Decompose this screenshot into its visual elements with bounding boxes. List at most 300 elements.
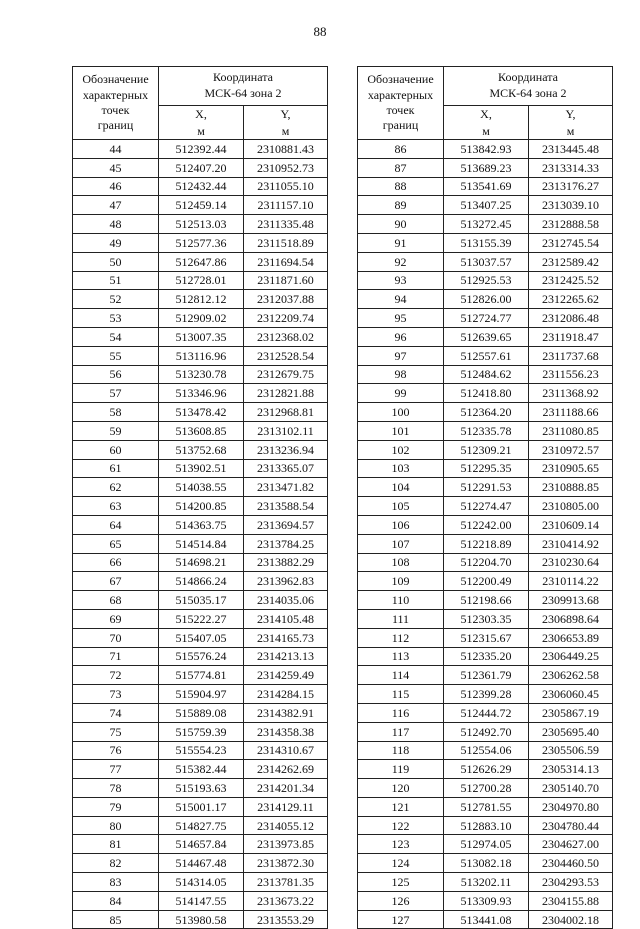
y-coordinate-cell: 2312368.02 — [244, 327, 328, 346]
point-number-cell: 47 — [73, 196, 159, 215]
y-coordinate-cell: 2305314.13 — [529, 760, 613, 779]
y-coordinate-cell: 2305506.59 — [529, 741, 613, 760]
x-coordinate-cell: 513752.68 — [159, 440, 244, 459]
x-coordinate-cell: 512554.06 — [444, 741, 529, 760]
table-row — [73, 816, 328, 835]
x-coordinate-cell: 512399.28 — [444, 685, 529, 704]
y-coordinate-cell: 2312968.81 — [244, 403, 328, 422]
point-number-cell: 122 — [358, 816, 444, 835]
table-row — [73, 440, 328, 459]
table-row — [358, 327, 613, 346]
x-coordinate-cell: 512364.20 — [444, 403, 529, 422]
point-number-cell: 70 — [73, 628, 159, 647]
coordinate-header: Координата МСК-64 зона 2 — [444, 67, 613, 106]
x-coordinate-cell: 512557.61 — [444, 346, 529, 365]
x-coordinate-cell: 512909.02 — [159, 309, 244, 328]
point-number-cell: 63 — [73, 497, 159, 516]
y-coordinate-cell: 2310972.57 — [529, 440, 613, 459]
point-number-cell: 97 — [358, 346, 444, 365]
table-row — [358, 497, 613, 516]
table-row — [73, 591, 328, 610]
x-coordinate-cell: 512513.03 — [159, 215, 244, 234]
y-coordinate-cell: 2313176.27 — [529, 177, 613, 196]
x-coordinate-cell: 512432.44 — [159, 177, 244, 196]
point-number-cell: 120 — [358, 779, 444, 798]
y-coordinate-cell: 2304293.53 — [529, 873, 613, 892]
point-number-cell: 61 — [73, 459, 159, 478]
table-row — [73, 534, 328, 553]
y-coordinate-cell: 2313102.11 — [244, 421, 328, 440]
table-row — [73, 252, 328, 271]
y-coordinate-cell: 2311335.48 — [244, 215, 328, 234]
y-coordinate-cell: 2310805.00 — [529, 497, 613, 516]
table-row — [73, 647, 328, 666]
y-coordinate-cell: 2311871.60 — [244, 271, 328, 290]
x-coordinate-cell: 515904.97 — [159, 685, 244, 704]
y-coordinate-cell: 2311518.89 — [244, 233, 328, 252]
x-coordinate-cell: 513608.85 — [159, 421, 244, 440]
point-number-cell: 95 — [358, 309, 444, 328]
table-row — [73, 553, 328, 572]
y-coordinate-cell: 2311694.54 — [244, 252, 328, 271]
y-coordinate-cell: 2310230.64 — [529, 553, 613, 572]
table-row — [73, 854, 328, 873]
y-coordinate-cell: 2314262.69 — [244, 760, 328, 779]
x-coordinate-cell: 515001.17 — [159, 797, 244, 816]
y-coordinate-cell: 2313784.25 — [244, 534, 328, 553]
y-coordinate-cell: 2312265.62 — [529, 290, 613, 309]
table-row — [358, 910, 613, 929]
point-number-cell: 52 — [73, 290, 159, 309]
y-coordinate-cell: 2310952.73 — [244, 158, 328, 177]
table-row — [73, 421, 328, 440]
point-number-cell: 71 — [73, 647, 159, 666]
x-coordinate-cell: 514363.75 — [159, 515, 244, 534]
x-coordinate-cell: 514147.55 — [159, 891, 244, 910]
x-coordinate-cell: 512418.80 — [444, 384, 529, 403]
y-coordinate-cell: 2311918.47 — [529, 327, 613, 346]
table-row — [73, 403, 328, 422]
point-number-cell: 81 — [73, 835, 159, 854]
y-coordinate-cell: 2313553.29 — [244, 910, 328, 929]
x-coordinate-cell: 512492.70 — [444, 722, 529, 741]
table-row — [73, 140, 328, 159]
y-coordinate-cell: 2314213.13 — [244, 647, 328, 666]
y-coordinate-cell: 2312679.75 — [244, 365, 328, 384]
table-row — [358, 797, 613, 816]
table-row — [358, 666, 613, 685]
table-row — [73, 158, 328, 177]
x-coordinate-cell: 512218.89 — [444, 534, 529, 553]
point-number-cell: 113 — [358, 647, 444, 666]
table-row — [73, 309, 328, 328]
point-number-cell: 50 — [73, 252, 159, 271]
point-number-cell: 93 — [358, 271, 444, 290]
coordinates-table-right — [357, 66, 613, 929]
table-row — [358, 760, 613, 779]
point-number-cell: 62 — [73, 478, 159, 497]
y-coordinate-cell: 2304460.50 — [529, 854, 613, 873]
x-coordinate-cell: 513346.96 — [159, 384, 244, 403]
point-number-cell: 127 — [358, 910, 444, 929]
y-coordinate-cell: 2313445.48 — [529, 140, 613, 159]
x-coordinate-cell: 512303.35 — [444, 609, 529, 628]
table-row — [73, 666, 328, 685]
point-number-cell: 84 — [73, 891, 159, 910]
y-coordinate-cell: 2311080.85 — [529, 421, 613, 440]
table-row — [358, 177, 613, 196]
point-number-cell: 49 — [73, 233, 159, 252]
y-coordinate-cell: 2313365.07 — [244, 459, 328, 478]
y-header: Y, м — [244, 106, 328, 140]
table-row — [358, 572, 613, 591]
y-coordinate-cell: 2311188.66 — [529, 403, 613, 422]
table-row — [73, 628, 328, 647]
x-coordinate-cell: 513082.18 — [444, 854, 529, 873]
point-number-cell: 55 — [73, 346, 159, 365]
x-coordinate-cell: 514314.05 — [159, 873, 244, 892]
y-coordinate-cell: 2312425.52 — [529, 271, 613, 290]
x-coordinate-cell: 512883.10 — [444, 816, 529, 835]
y-coordinate-cell: 2305695.40 — [529, 722, 613, 741]
point-number-cell: 94 — [358, 290, 444, 309]
table-row — [73, 327, 328, 346]
point-number-cell: 51 — [73, 271, 159, 290]
table-row — [73, 685, 328, 704]
table-row — [73, 910, 328, 929]
x-coordinate-cell: 512295.35 — [444, 459, 529, 478]
y-coordinate-cell: 2313882.29 — [244, 553, 328, 572]
x-coordinate-cell: 515554.23 — [159, 741, 244, 760]
point-number-cell: 96 — [358, 327, 444, 346]
x-coordinate-cell: 512392.44 — [159, 140, 244, 159]
y-coordinate-cell: 2311055.10 — [244, 177, 328, 196]
table-row — [358, 196, 613, 215]
x-coordinate-cell: 512826.00 — [444, 290, 529, 309]
x-coordinate-cell: 512700.28 — [444, 779, 529, 798]
designation-header: Обозначение характерных точек границ — [73, 67, 159, 140]
point-number-cell: 102 — [358, 440, 444, 459]
table-row — [358, 233, 613, 252]
point-number-cell: 76 — [73, 741, 159, 760]
point-number-cell: 58 — [73, 403, 159, 422]
point-number-cell: 73 — [73, 685, 159, 704]
point-number-cell: 87 — [358, 158, 444, 177]
point-number-cell: 65 — [73, 534, 159, 553]
x-coordinate-cell: 512407.20 — [159, 158, 244, 177]
x-coordinate-cell: 512361.79 — [444, 666, 529, 685]
table-row — [358, 722, 613, 741]
point-number-cell: 54 — [73, 327, 159, 346]
y-coordinate-cell: 2313039.10 — [529, 196, 613, 215]
table-row — [73, 271, 328, 290]
point-number-cell: 72 — [73, 666, 159, 685]
x-coordinate-cell: 512459.14 — [159, 196, 244, 215]
table-row — [358, 440, 613, 459]
y-coordinate-cell: 2313781.35 — [244, 873, 328, 892]
table-row — [358, 703, 613, 722]
point-number-cell: 64 — [73, 515, 159, 534]
x-coordinate-cell: 515035.17 — [159, 591, 244, 610]
coordinates-table-left — [72, 66, 328, 929]
y-coordinate-cell: 2305140.70 — [529, 779, 613, 798]
y-coordinate-cell: 2312086.48 — [529, 309, 613, 328]
x-coordinate-cell: 512626.29 — [444, 760, 529, 779]
point-number-cell: 121 — [358, 797, 444, 816]
point-number-cell: 46 — [73, 177, 159, 196]
point-number-cell: 83 — [73, 873, 159, 892]
table-row — [358, 891, 613, 910]
point-number-cell: 104 — [358, 478, 444, 497]
y-coordinate-cell: 2305867.19 — [529, 703, 613, 722]
y-coordinate-cell: 2311737.68 — [529, 346, 613, 365]
table-row — [73, 797, 328, 816]
table-row — [358, 685, 613, 704]
point-number-cell: 105 — [358, 497, 444, 516]
y-coordinate-cell: 2312209.74 — [244, 309, 328, 328]
point-number-cell: 59 — [73, 421, 159, 440]
x-coordinate-cell: 514657.84 — [159, 835, 244, 854]
x-coordinate-cell: 513037.57 — [444, 252, 529, 271]
x-coordinate-cell: 512639.65 — [444, 327, 529, 346]
y-coordinate-cell: 2311157.10 — [244, 196, 328, 215]
point-number-cell: 109 — [358, 572, 444, 591]
point-number-cell: 79 — [73, 797, 159, 816]
point-number-cell: 115 — [358, 685, 444, 704]
table-row — [358, 140, 613, 159]
x-coordinate-cell: 512781.55 — [444, 797, 529, 816]
point-number-cell: 111 — [358, 609, 444, 628]
x-coordinate-cell: 515889.08 — [159, 703, 244, 722]
x-coordinate-cell: 514514.84 — [159, 534, 244, 553]
y-coordinate-cell: 2314129.11 — [244, 797, 328, 816]
point-number-cell: 119 — [358, 760, 444, 779]
y-coordinate-cell: 2314382.91 — [244, 703, 328, 722]
y-coordinate-cell: 2314358.38 — [244, 722, 328, 741]
table-row — [73, 835, 328, 854]
point-number-cell: 126 — [358, 891, 444, 910]
table-row — [358, 816, 613, 835]
x-coordinate-cell: 513842.93 — [444, 140, 529, 159]
x-coordinate-cell: 512974.05 — [444, 835, 529, 854]
y-coordinate-cell: 2310609.14 — [529, 515, 613, 534]
x-coordinate-cell: 512728.01 — [159, 271, 244, 290]
table-body — [358, 140, 613, 929]
x-coordinate-cell: 512274.47 — [444, 497, 529, 516]
table-row — [358, 309, 613, 328]
x-coordinate-cell: 513007.35 — [159, 327, 244, 346]
x-coordinate-cell: 513116.96 — [159, 346, 244, 365]
table-row — [73, 459, 328, 478]
y-coordinate-cell: 2314259.49 — [244, 666, 328, 685]
x-coordinate-cell: 514866.24 — [159, 572, 244, 591]
y-coordinate-cell: 2304002.18 — [529, 910, 613, 929]
point-number-cell: 77 — [73, 760, 159, 779]
point-number-cell: 78 — [73, 779, 159, 798]
point-number-cell: 86 — [358, 140, 444, 159]
y-coordinate-cell: 2310114.22 — [529, 572, 613, 591]
x-coordinate-cell: 512577.36 — [159, 233, 244, 252]
point-number-cell: 114 — [358, 666, 444, 685]
point-number-cell: 124 — [358, 854, 444, 873]
table-row — [358, 854, 613, 873]
table-row — [358, 553, 613, 572]
x-coordinate-cell: 514038.55 — [159, 478, 244, 497]
x-coordinate-cell: 512812.12 — [159, 290, 244, 309]
x-coordinate-cell: 513407.25 — [444, 196, 529, 215]
x-coordinate-cell: 513202.11 — [444, 873, 529, 892]
table-row — [73, 215, 328, 234]
x-coordinate-cell: 514200.85 — [159, 497, 244, 516]
point-number-cell: 110 — [358, 591, 444, 610]
table-row — [358, 647, 613, 666]
x-header: X, м — [444, 106, 529, 140]
y-coordinate-cell: 2312037.88 — [244, 290, 328, 309]
table-row — [73, 497, 328, 516]
x-coordinate-cell: 515576.24 — [159, 647, 244, 666]
x-coordinate-cell: 515407.05 — [159, 628, 244, 647]
y-coordinate-cell: 2313314.33 — [529, 158, 613, 177]
x-coordinate-cell: 515759.39 — [159, 722, 244, 741]
x-coordinate-cell: 512200.49 — [444, 572, 529, 591]
y-coordinate-cell: 2313872.30 — [244, 854, 328, 873]
point-number-cell: 56 — [73, 365, 159, 384]
x-coordinate-cell: 512291.53 — [444, 478, 529, 497]
point-number-cell: 88 — [358, 177, 444, 196]
x-coordinate-cell: 514698.21 — [159, 553, 244, 572]
page-number: 88 — [313, 24, 327, 39]
x-coordinate-cell: 512484.62 — [444, 365, 529, 384]
point-number-cell: 89 — [358, 196, 444, 215]
point-number-cell: 45 — [73, 158, 159, 177]
table-row — [73, 873, 328, 892]
table-row — [358, 628, 613, 647]
point-number-cell: 53 — [73, 309, 159, 328]
point-number-cell: 44 — [73, 140, 159, 159]
y-coordinate-cell: 2306449.25 — [529, 647, 613, 666]
point-number-cell: 68 — [73, 591, 159, 610]
table-row — [73, 346, 328, 365]
y-coordinate-cell: 2313588.54 — [244, 497, 328, 516]
y-coordinate-cell: 2310414.92 — [529, 534, 613, 553]
y-coordinate-cell: 2310905.65 — [529, 459, 613, 478]
table-row — [358, 403, 613, 422]
table-row — [73, 572, 328, 591]
point-number-cell: 107 — [358, 534, 444, 553]
table-row — [358, 252, 613, 271]
y-coordinate-cell: 2314035.06 — [244, 591, 328, 610]
y-coordinate-cell: 2306262.58 — [529, 666, 613, 685]
y-coordinate-cell: 2313962.83 — [244, 572, 328, 591]
y-coordinate-cell: 2314201.34 — [244, 779, 328, 798]
point-number-cell: 116 — [358, 703, 444, 722]
x-coordinate-cell: 514467.48 — [159, 854, 244, 873]
y-coordinate-cell: 2310881.43 — [244, 140, 328, 159]
point-number-cell: 67 — [73, 572, 159, 591]
point-number-cell: 75 — [73, 722, 159, 741]
table-row — [358, 478, 613, 497]
table-row — [73, 760, 328, 779]
x-coordinate-cell: 515382.44 — [159, 760, 244, 779]
x-coordinate-cell: 512242.00 — [444, 515, 529, 534]
table-row — [358, 271, 613, 290]
table-row — [73, 609, 328, 628]
x-coordinate-cell: 512335.78 — [444, 421, 529, 440]
x-coordinate-cell: 515774.81 — [159, 666, 244, 685]
y-coordinate-cell: 2314105.48 — [244, 609, 328, 628]
point-number-cell: 103 — [358, 459, 444, 478]
y-coordinate-cell: 2312821.88 — [244, 384, 328, 403]
point-number-cell: 80 — [73, 816, 159, 835]
table-row — [73, 177, 328, 196]
x-coordinate-cell: 512925.53 — [444, 271, 529, 290]
table-row — [358, 365, 613, 384]
point-number-cell: 106 — [358, 515, 444, 534]
point-number-cell: 108 — [358, 553, 444, 572]
y-coordinate-cell: 2314284.15 — [244, 685, 328, 704]
table-row — [73, 703, 328, 722]
point-number-cell: 101 — [358, 421, 444, 440]
point-number-cell: 74 — [73, 703, 159, 722]
table-row — [358, 515, 613, 534]
y-coordinate-cell: 2312888.58 — [529, 215, 613, 234]
x-coordinate-cell: 512309.21 — [444, 440, 529, 459]
table-row — [358, 534, 613, 553]
x-coordinate-cell: 513441.08 — [444, 910, 529, 929]
x-coordinate-cell: 513902.51 — [159, 459, 244, 478]
table-row — [73, 722, 328, 741]
point-number-cell: 85 — [73, 910, 159, 929]
y-coordinate-cell: 2313236.94 — [244, 440, 328, 459]
table-row — [358, 158, 613, 177]
table-row — [358, 835, 613, 854]
point-number-cell: 118 — [358, 741, 444, 760]
y-coordinate-cell: 2314310.67 — [244, 741, 328, 760]
table-row — [358, 591, 613, 610]
y-coordinate-cell: 2310888.85 — [529, 478, 613, 497]
y-coordinate-cell: 2312589.42 — [529, 252, 613, 271]
x-coordinate-cell: 513155.39 — [444, 233, 529, 252]
point-number-cell: 117 — [358, 722, 444, 741]
y-coordinate-cell: 2311556.23 — [529, 365, 613, 384]
y-coordinate-cell: 2312745.54 — [529, 233, 613, 252]
table-row — [358, 215, 613, 234]
coordinate-header: Координата МСК-64 зона 2 — [159, 67, 328, 106]
point-number-cell: 100 — [358, 403, 444, 422]
point-number-cell: 112 — [358, 628, 444, 647]
point-number-cell: 82 — [73, 854, 159, 873]
point-number-cell: 90 — [358, 215, 444, 234]
point-number-cell: 99 — [358, 384, 444, 403]
y-coordinate-cell: 2306060.45 — [529, 685, 613, 704]
y-coordinate-cell: 2304970.80 — [529, 797, 613, 816]
y-coordinate-cell: 2314165.73 — [244, 628, 328, 647]
y-coordinate-cell: 2314055.12 — [244, 816, 328, 835]
x-coordinate-cell: 512315.67 — [444, 628, 529, 647]
x-coordinate-cell: 513478.42 — [159, 403, 244, 422]
x-coordinate-cell: 513230.78 — [159, 365, 244, 384]
table-row — [73, 515, 328, 534]
x-coordinate-cell: 515222.27 — [159, 609, 244, 628]
point-number-cell: 48 — [73, 215, 159, 234]
y-coordinate-cell: 2313973.85 — [244, 835, 328, 854]
table-row — [73, 478, 328, 497]
point-number-cell: 98 — [358, 365, 444, 384]
y-coordinate-cell: 2311368.92 — [529, 384, 613, 403]
x-coordinate-cell: 512198.66 — [444, 591, 529, 610]
x-header: X, м — [159, 106, 244, 140]
table-row — [358, 290, 613, 309]
